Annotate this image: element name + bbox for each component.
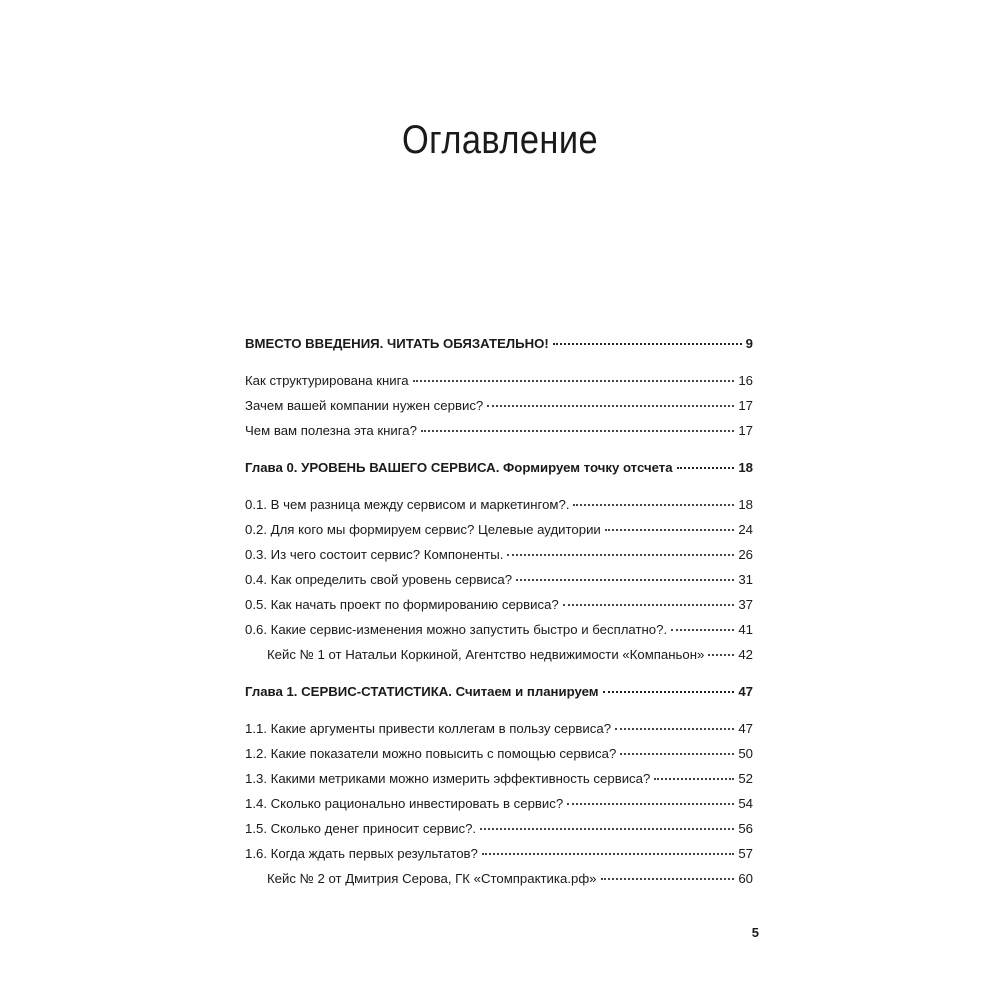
toc-entry-title: 1.5. Сколько денег приносит сервис?. bbox=[245, 821, 477, 836]
toc-entry[interactable] bbox=[245, 373, 753, 398]
toc-page-number: 56 bbox=[738, 821, 753, 836]
dot-leader bbox=[620, 752, 734, 755]
dot-leader bbox=[677, 466, 735, 469]
toc-chapter-1[interactable] bbox=[245, 684, 753, 709]
toc-entry[interactable] bbox=[245, 572, 753, 597]
toc-entry-title: 0.6. Какие сервис-изменения можно запустить быстро и бесплатно?. bbox=[245, 622, 668, 637]
toc-entry[interactable] bbox=[245, 846, 753, 871]
toc-page-number: 18 bbox=[738, 460, 753, 475]
toc-case-entry[interactable] bbox=[245, 871, 753, 896]
toc-page-number: 54 bbox=[738, 796, 753, 811]
toc-chapter-title: Глава 1. СЕРВИС-СТАТИСТИКА. Считаем и планируем bbox=[245, 684, 599, 699]
toc-page-number: 57 bbox=[738, 846, 753, 861]
toc-entry[interactable] bbox=[245, 721, 753, 746]
dot-leader bbox=[516, 578, 734, 581]
toc-entry[interactable] bbox=[245, 547, 753, 572]
toc-entry[interactable] bbox=[245, 522, 753, 547]
toc-page-number: 9 bbox=[745, 336, 753, 351]
dot-leader bbox=[563, 603, 735, 606]
toc-entry[interactable] bbox=[245, 746, 753, 771]
toc-entry-title: 0.2. Для кого мы формируем сервис? Целевые аудитории bbox=[245, 522, 601, 537]
toc-page-number: 31 bbox=[738, 572, 753, 587]
toc-part-intro[interactable] bbox=[245, 336, 753, 361]
table-of-contents bbox=[245, 336, 753, 896]
toc-case-entry[interactable] bbox=[245, 647, 753, 672]
toc-page-number: 26 bbox=[738, 547, 753, 562]
toc-entry-title: 1.1. Какие аргументы привести коллегам в пользу сервиса? bbox=[245, 721, 612, 736]
dot-leader bbox=[480, 827, 734, 830]
toc-entry-title: Чем вам полезна эта книга? bbox=[245, 423, 417, 438]
dot-leader bbox=[487, 404, 734, 407]
toc-page-number: 52 bbox=[738, 771, 753, 786]
toc-entry-title: Кейс № 2 от Дмитрия Серова, ГК «Стомпрактика.рф» bbox=[267, 871, 597, 886]
dot-leader bbox=[603, 690, 735, 693]
toc-entry[interactable] bbox=[245, 597, 753, 622]
dot-leader bbox=[654, 777, 734, 780]
toc-chapter-0[interactable] bbox=[245, 460, 753, 485]
toc-entry-title: 1.2. Какие показатели можно повысить с помощью сервиса? bbox=[245, 746, 617, 761]
dot-leader bbox=[553, 342, 742, 345]
toc-page-number: 18 bbox=[738, 497, 753, 512]
toc-entry[interactable] bbox=[245, 622, 753, 647]
toc-page-number: 37 bbox=[738, 597, 753, 612]
toc-entry-title: Как структурирована книга bbox=[245, 373, 409, 388]
dot-leader bbox=[601, 877, 735, 880]
toc-entry[interactable] bbox=[245, 771, 753, 796]
dot-leader bbox=[708, 653, 734, 656]
toc-page-number: 16 bbox=[738, 373, 753, 388]
toc-entry-title: 1.6. Когда ждать первых результатов? bbox=[245, 846, 478, 861]
toc-page-number: 17 bbox=[738, 423, 753, 438]
dot-leader bbox=[507, 553, 734, 556]
toc-entry-title: 0.4. Как определить свой уровень сервиса? bbox=[245, 572, 513, 587]
page-title: Оглавление bbox=[401, 118, 599, 162]
toc-entry[interactable] bbox=[245, 497, 753, 522]
dot-leader bbox=[482, 852, 734, 855]
toc-entry[interactable] bbox=[245, 821, 753, 846]
dot-leader bbox=[421, 429, 734, 432]
toc-entry-title: Зачем вашей компании нужен сервис? bbox=[245, 398, 484, 413]
toc-page-number: 50 bbox=[738, 746, 753, 761]
dot-leader bbox=[413, 379, 735, 382]
toc-page-number: 42 bbox=[738, 647, 753, 662]
page-number: 5 bbox=[751, 925, 759, 940]
dot-leader bbox=[615, 727, 734, 730]
toc-chapter-title: Глава 0. УРОВЕНЬ ВАШЕГО СЕРВИСА. Формируем точку отсчета bbox=[245, 460, 673, 475]
dot-leader bbox=[605, 528, 735, 531]
toc-entry-title: Кейс № 1 от Натальи Коркиной, Агентство недвижимости «Компаньон» bbox=[267, 647, 705, 662]
toc-entry-title: 0.3. Из чего состоит сервис? Компоненты. bbox=[245, 547, 504, 562]
toc-entry-title: 0.5. Как начать проект по формированию сервиса? bbox=[245, 597, 559, 612]
toc-entry[interactable] bbox=[245, 796, 753, 821]
toc-part-title: ВМЕСТО ВВЕДЕНИЯ. ЧИТАТЬ ОБЯЗАТЕЛЬНО! bbox=[245, 336, 549, 351]
toc-entry[interactable] bbox=[245, 398, 753, 423]
toc-entry-title: 1.4. Сколько рационально инвестировать в сервис? bbox=[245, 796, 564, 811]
toc-page-number: 47 bbox=[738, 721, 753, 736]
toc-page-number: 24 bbox=[738, 522, 753, 537]
toc-page-number: 47 bbox=[738, 684, 753, 699]
toc-page-number: 41 bbox=[738, 622, 753, 637]
dot-leader bbox=[567, 802, 734, 805]
dot-leader bbox=[671, 628, 734, 631]
toc-entry[interactable] bbox=[245, 423, 753, 448]
dot-leader bbox=[573, 503, 734, 506]
toc-entry-title: 1.3. Какими метриками можно измерить эффективность сервиса? bbox=[245, 771, 651, 786]
toc-page-number: 60 bbox=[738, 871, 753, 886]
toc-entry-title: 0.1. В чем разница между сервисом и маркетингом?. bbox=[245, 497, 570, 512]
toc-page-number: 17 bbox=[738, 398, 753, 413]
